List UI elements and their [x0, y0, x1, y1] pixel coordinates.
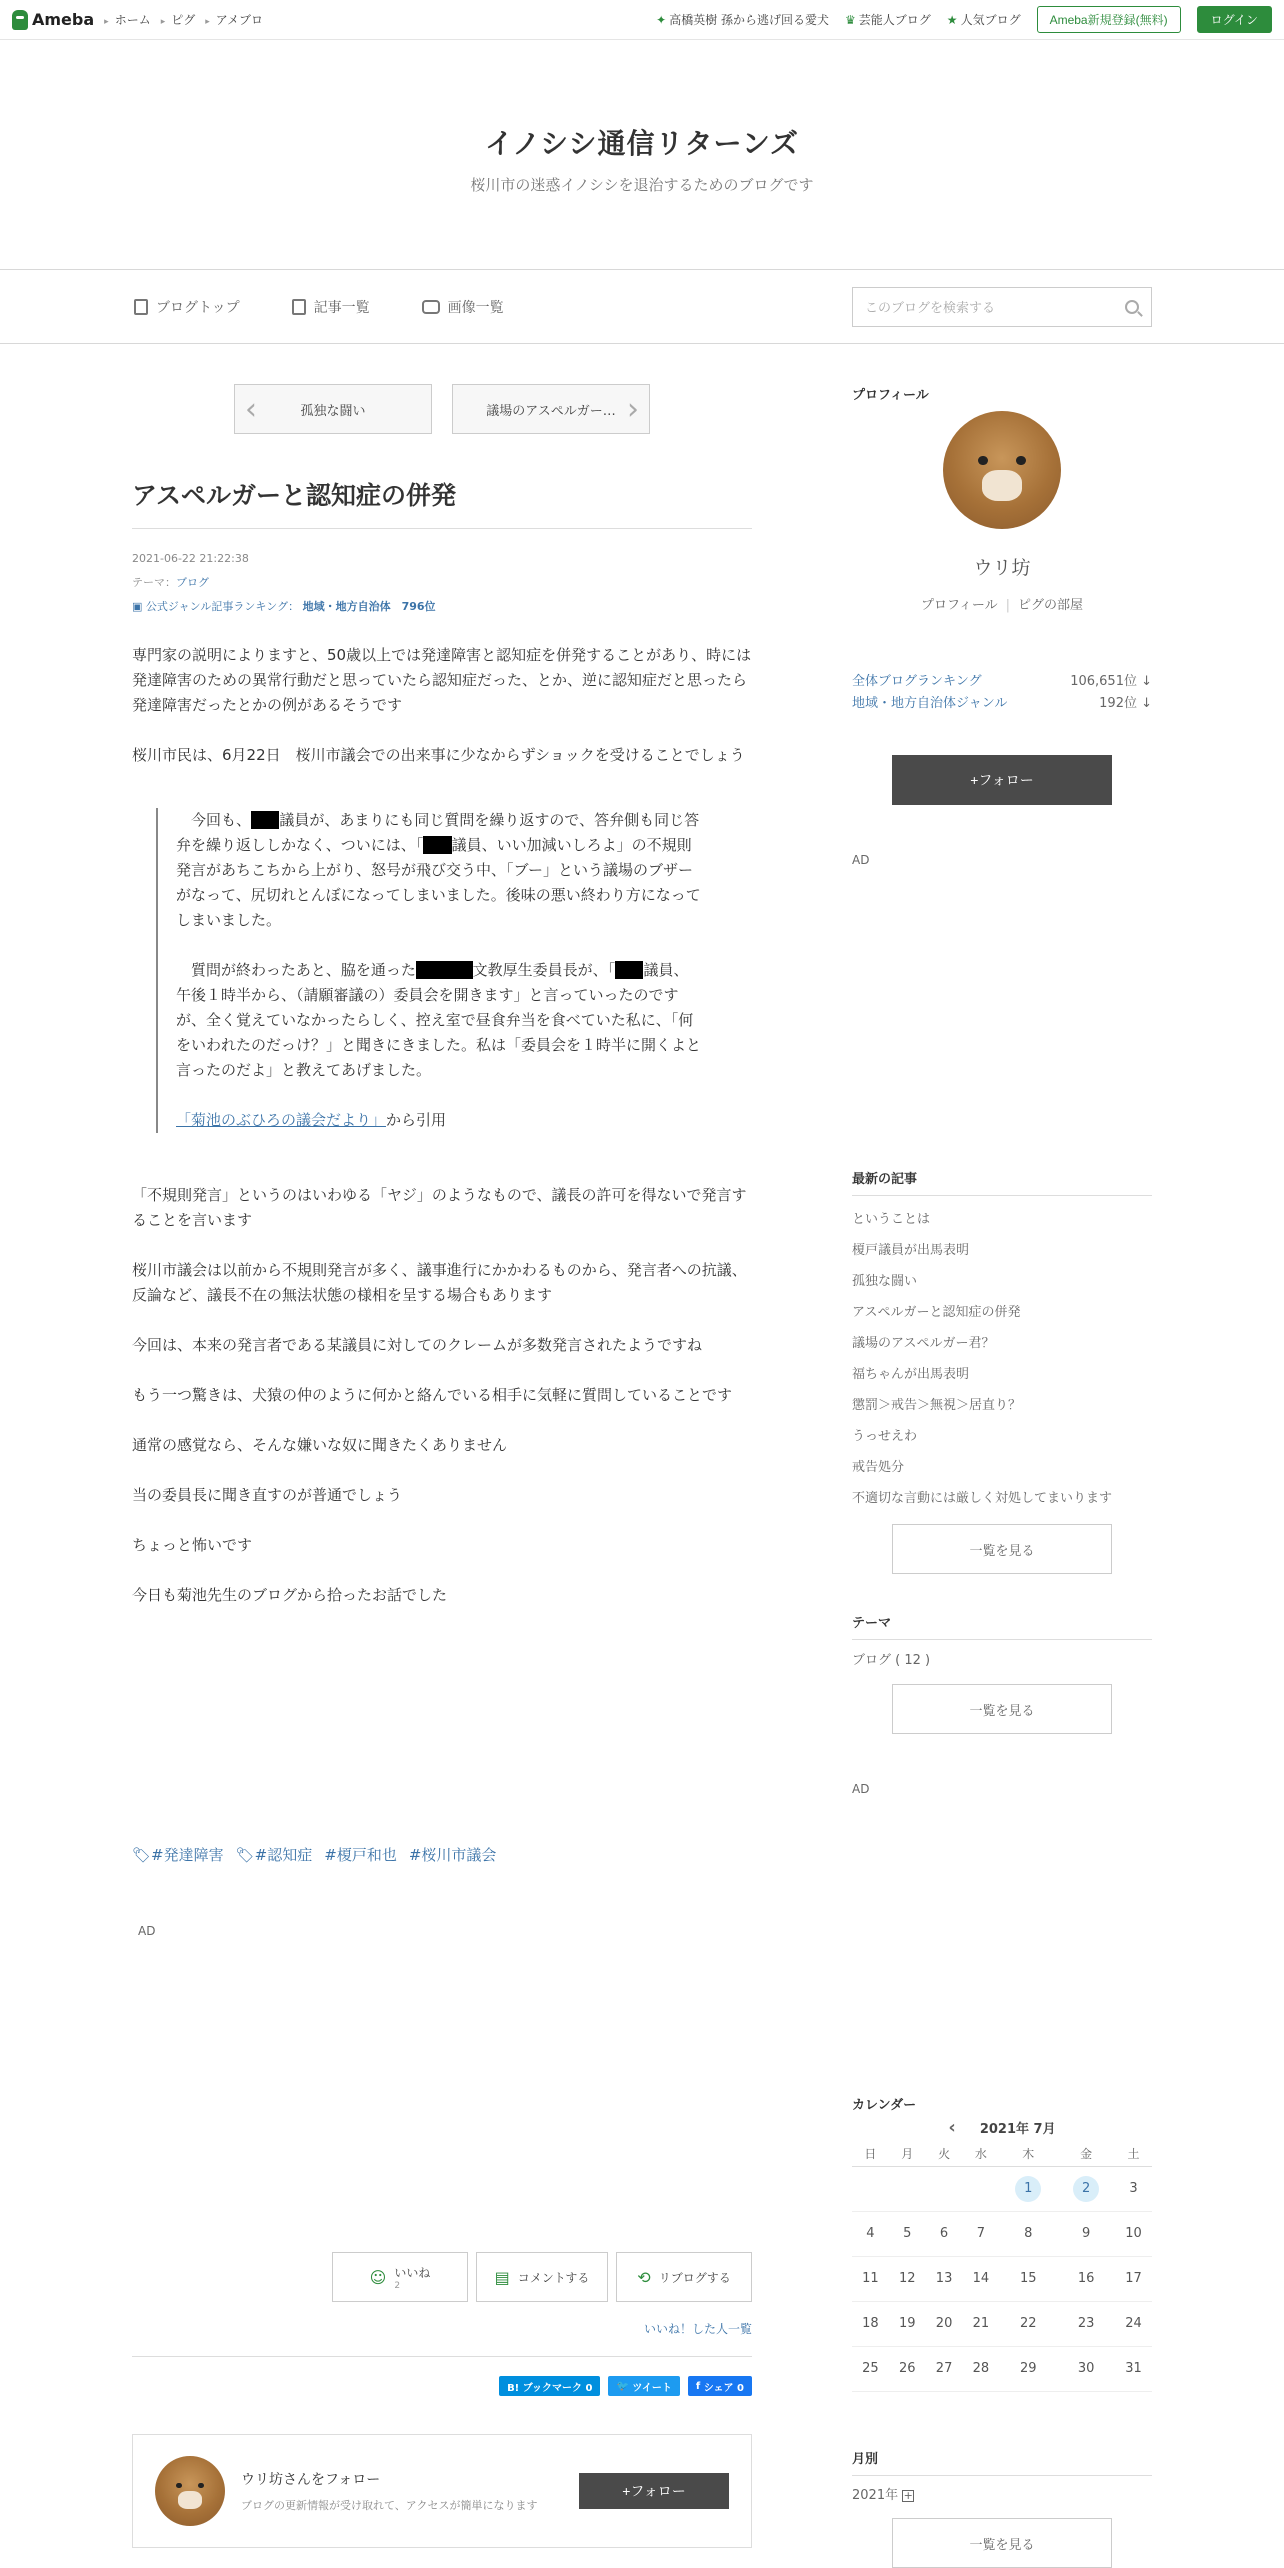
entry-pager [234, 384, 752, 434]
recent-entries [852, 1168, 1152, 1574]
calendar-day [852, 2166, 889, 2211]
blog-top-label: ブログトップ [156, 299, 240, 316]
paragraph: 通常の感覚なら、そんな嫌いな奴に聞きたくありません [132, 1436, 508, 1454]
ranking-icon: ▣ [132, 600, 146, 613]
recent-entry-link[interactable]: 戒告処分 [852, 1460, 905, 1475]
calendar-day: 13 [926, 2256, 963, 2301]
hatena-bookmark-button[interactable]: B! ブックマーク 0 [499, 2376, 600, 2396]
image-list-link[interactable] [422, 297, 504, 317]
celebrity-blog-link[interactable] [845, 11, 931, 28]
quote-text: 今回も、 [176, 811, 252, 829]
recent-list [852, 1204, 1152, 1514]
calendar-day: 18 [852, 2301, 889, 2346]
calendar-day [889, 2166, 926, 2211]
reblog-button[interactable] [616, 2252, 752, 2302]
global-nav [104, 11, 263, 28]
reblog-label: リブログする [658, 2270, 731, 2285]
hashtag-text: #発達障害 [151, 1846, 224, 1864]
comment-icon: ▤ [494, 2267, 510, 2287]
calendar-day: 6 [926, 2211, 963, 2256]
see-all-themes-button[interactable]: 一覧を見る [892, 1684, 1112, 1734]
twitter-icon: 🐦 [616, 2380, 633, 2392]
calendar-month: 2021年 7月 [979, 2122, 1056, 2137]
blog-ranking [852, 671, 1152, 715]
monthly-heading: 月別 [852, 2452, 879, 2467]
see-all-entries-button[interactable]: 一覧を見る [892, 1524, 1112, 1574]
calendar-day: 3 [1115, 2166, 1152, 2211]
divider [852, 1195, 1152, 1196]
calendar-weekday: 木 [999, 2142, 1057, 2166]
calendar-day[interactable] [1057, 2166, 1115, 2211]
calendar-prev-icon[interactable]: ‹ [948, 2117, 956, 2138]
quote-paragraph [176, 958, 702, 1083]
ad-label: AD [138, 1924, 156, 1938]
calendar-grid [852, 2142, 1152, 2392]
theme-section [852, 1612, 1152, 1734]
like-button[interactable] [332, 2252, 468, 2302]
like-label: いいね [394, 2265, 431, 2280]
ameba-logo-icon [12, 10, 28, 30]
copy-icon [292, 299, 306, 315]
calendar-day: 25 [852, 2346, 889, 2391]
calendar-day: 21 [962, 2301, 999, 2346]
recent-entry-link[interactable]: 懲罰＞戒告＞無視＞居直り？ [852, 1398, 1022, 1413]
nav-ameblo-link[interactable]: ▸ アメブロ [205, 11, 263, 28]
image-list-label: 画像一覧 [447, 299, 504, 316]
calendar-heading: カレンダー [852, 2098, 917, 2113]
entry-list-link[interactable] [292, 297, 370, 317]
overall-ranking-link[interactable]: 全体ブログランキング [852, 674, 982, 689]
document-icon [134, 299, 148, 315]
calendar-day: 24 [1115, 2301, 1152, 2346]
recent-entry-link[interactable]: 議場のアスペルガー君？ [852, 1336, 995, 1351]
calendar-day-link[interactable]: 1 [1015, 2176, 1041, 2202]
archive-year-toggle[interactable] [852, 2484, 1152, 2508]
calendar-day: 31 [1115, 2346, 1152, 2391]
overall-ranking-value: 106,651位 ↓ [1070, 674, 1152, 689]
ranking-label: 公式ジャンル記事ランキング： [145, 600, 300, 613]
calendar-day: 29 [999, 2346, 1057, 2391]
blog-title[interactable]: イノシシ通信リターンズ [484, 127, 800, 160]
star-icon: ★ [946, 13, 958, 27]
reaction-buttons [332, 2252, 752, 2302]
facebook-icon: f [695, 2380, 704, 2392]
tag-icon: 🏷 [132, 1846, 152, 1864]
popular-blog-text: 人気ブログ [960, 13, 1021, 27]
paragraph: 専門家の説明によりますと、50歳以上では発達障害と認知症を併発することがあり、時には発達障害のための異常行動だと思っていたら認知症だった、とか、逆に認知症だと思ったら発達障害だったとかの例があるそうです [132, 646, 752, 714]
tweet-label: ツイート [632, 2382, 672, 2394]
nav-pigg-link[interactable]: ▸ ピグ [161, 11, 196, 28]
calendar-day: 15 [999, 2256, 1057, 2301]
recent-entry-link[interactable]: アスペルガーと認知症の併発 [852, 1305, 1021, 1320]
ad-label: AD [852, 853, 870, 867]
hashtag-link[interactable] [236, 1844, 313, 1865]
calendar-day: 14 [962, 2256, 999, 2301]
search-placeholder: このブログを検索する [865, 301, 996, 316]
hashtag-list [132, 1844, 496, 1865]
comment-label: コメントする [517, 2270, 590, 2285]
paragraph: もう一つ驚きは、犬猿の仲のように何かと絡んでいる相手に気軽に質問していることです [132, 1386, 733, 1404]
entry-title[interactable]: アスペルガーと認知症の併発 [132, 476, 752, 529]
like-count: 2 [394, 2280, 401, 2291]
quote-source-link[interactable]: 「菊池のぶひろの議会だより」 [176, 1111, 387, 1129]
genre-ranking-link[interactable]: 地域・地方自治体ジャンル [852, 696, 1008, 711]
ad-label: AD [852, 1782, 870, 1796]
blog-search-input[interactable] [852, 287, 1152, 327]
calendar-day: 23 [1057, 2301, 1115, 2346]
pigg-room-link[interactable]: ピグの部屋 [1018, 598, 1084, 613]
recent-heading: 最新の記事 [852, 1172, 918, 1187]
star-icon: ✦ [656, 13, 667, 27]
redacted-name: ■■ [423, 836, 452, 854]
profile-heading: プロフィール [852, 388, 929, 403]
genre-ranking-value: 192位 ↓ [1099, 696, 1152, 711]
calendar-day: 4 [852, 2211, 889, 2256]
tag-icon: 🏷 [235, 1846, 255, 1864]
recent-entry-link[interactable]: 不適切な言動には厳しく対処してまいります [852, 1491, 1113, 1506]
entry-meta [132, 547, 752, 619]
calendar-day: 16 [1057, 2256, 1115, 2301]
quote-text: 文教厚生委員長が、「 [472, 961, 616, 979]
theme-label: テーマ： [132, 576, 176, 589]
calendar-day: 9 [1057, 2211, 1115, 2256]
divider [132, 2356, 752, 2357]
calendar-weekday: 水 [962, 2142, 999, 2166]
quote-paragraph [176, 808, 702, 933]
hashtag-text: #認知症 [254, 1846, 313, 1864]
recent-entry-link[interactable]: 榎戸議員が出馬表明 [852, 1243, 970, 1258]
sidebar [852, 384, 1152, 2553]
archive-year-label: 2021年 [852, 2488, 899, 2503]
paragraph: ちょっと怖いです [132, 1536, 253, 1554]
calendar-day: 11 [852, 2256, 889, 2301]
calendar-day-link[interactable]: 2 [1073, 2176, 1099, 2202]
search-icon[interactable] [1125, 300, 1139, 314]
blog-header [0, 40, 1284, 270]
entry-body [132, 643, 752, 1608]
logo-text: Ameba [32, 10, 95, 29]
follow-box [132, 2434, 752, 2548]
quote-source [176, 1108, 702, 1133]
hashtag-link[interactable]: #榎戸和也 [324, 1846, 397, 1864]
reblog-icon: ⟲ [637, 2267, 651, 2287]
calendar-day: 10 [1115, 2211, 1152, 2256]
blog-description: 桜川市の迷惑イノシシを退治するためのブログです [470, 176, 814, 194]
tweet-button[interactable] [608, 2376, 679, 2396]
paragraph: 今回は、本来の発言者である某議員に対してのクレームが多数発言されたようですね [132, 1336, 703, 1354]
recent-entry-link[interactable]: ということは [852, 1212, 931, 1227]
avatar[interactable] [155, 2456, 225, 2526]
follow-box-title: ウリ坊さんをフォロー [241, 2472, 381, 2488]
quote-source-tail: から引用 [386, 1111, 447, 1129]
redacted-name: ■■ [251, 811, 280, 829]
theme-item-link[interactable]: ブログ ( 12 ) [852, 1653, 931, 1668]
blog-top-link[interactable] [134, 297, 240, 317]
recent-entry-link[interactable]: うっせえわ [852, 1429, 918, 1444]
register-button[interactable]: Ameba新規登録(無料) [1037, 6, 1181, 33]
calendar-weekday: 土 [1115, 2142, 1152, 2166]
calendar-day: 20 [926, 2301, 963, 2346]
calendar-day: 22 [999, 2301, 1057, 2346]
entry-list-label: 記事一覧 [313, 299, 370, 316]
theme-heading: テーマ [852, 1616, 892, 1631]
calendar-day: 7 [962, 2211, 999, 2256]
paragraph: 「不規則発言」というのはいわゆる「ヤジ」のようなもので、議長の許可を得ないで発言することを言います [132, 1186, 747, 1229]
calendar-day: 12 [889, 2256, 926, 2301]
quote-text: 議員、午後１時半から、（請願審議の）委員会を開きます」と言っていったのですが、全く覚えていなかったらしく、控え室で昼食弁当を食べていた私に、「何をいわれたのだっけ？」と聞きにきました。私は「委員会を１時半に開くよと言ったのだよ」と教えてあげました。 [176, 961, 702, 1079]
quote-text: 議員が、あまりにも同じ質問を繰り返すので、答弁側も同じ答弁を繰り返ししかなく、ついには、「 [176, 811, 700, 854]
prev-entry-button[interactable]: ‹ 孤独な闘い [234, 384, 432, 434]
divider [852, 2475, 1152, 2476]
calendar-day[interactable] [999, 2166, 1057, 2211]
calendar-day [962, 2166, 999, 2211]
hashtag-link[interactable]: #桜川市議会 [408, 1846, 497, 1864]
entry-theme [132, 571, 752, 595]
ranking-link[interactable]: 地域・地方自治体 796位 [302, 600, 436, 613]
nav-home-link[interactable]: ▸ ホーム [104, 11, 151, 28]
calendar-day: 27 [926, 2346, 963, 2391]
calendar-day [926, 2166, 963, 2211]
featured-news-text: 高橋英樹 孫から逃げ回る愛犬 [669, 13, 830, 27]
calendar-day: 28 [962, 2346, 999, 2391]
calendar-day: 5 [889, 2211, 926, 2256]
celebrity-blog-text: 芸能人ブログ [858, 13, 931, 27]
next-entry-button[interactable]: 議場のアスペルガー… › [452, 384, 650, 434]
main-column [132, 384, 752, 2512]
blog-nav [0, 270, 1284, 344]
featured-news-link[interactable] [656, 11, 829, 28]
paragraph: 桜川市議会は以前から不規則発言が多く、議事進行にかかわるものから、発言者への抗議、反論など、議長不在の無法状態の様相を呈する場合もあります [132, 1261, 747, 1304]
calendar-day: 30 [1057, 2346, 1115, 2391]
ameba-logo[interactable] [12, 10, 94, 30]
recent-entry-link[interactable]: 福ちゃんが出馬表明 [852, 1367, 970, 1382]
redacted-name: ■■■■ [415, 961, 473, 979]
paragraph: 当の委員長に聞き直すのが普通でしょう [132, 1486, 403, 1504]
share-buttons [499, 2376, 752, 2396]
follow-box-subtitle: ブログの更新情報が受け取れて、アクセスが簡単になります [241, 2499, 538, 2512]
monthly-archive [852, 2448, 1152, 2568]
profile-card: ウリ坊 プロフィール | ピグの部屋 [852, 411, 1152, 613]
entry-ranking [132, 595, 752, 619]
entry-date: 2021-06-22 21:22:38 [132, 552, 249, 565]
profile-link[interactable]: プロフィール [920, 598, 998, 613]
quote-text: 議員、いい加減いしろよ」の不規則発言があちこちから上がり、怒号が飛び交う中、「ブー」という議場のブザーがなって、尻切れとんぼになってしまいました。後味の悪い終わり方になってしまいました。 [176, 836, 701, 929]
liked-users-link[interactable]: いいね！した人一覧 [643, 2322, 752, 2336]
calendar-weekday: 金 [1057, 2142, 1115, 2166]
follow-button[interactable]: +フォロー [579, 2473, 729, 2509]
hashtag-link[interactable] [132, 1844, 224, 1865]
comment-button[interactable] [476, 2252, 608, 2302]
calendar-weekday: 日 [852, 2142, 889, 2166]
camera-icon [422, 300, 440, 314]
smile-icon: ☺ [369, 2267, 387, 2287]
recent-entry-link[interactable]: 孤独な闘い [852, 1274, 918, 1289]
calendar [852, 2094, 1152, 2392]
calendar-day: 8 [999, 2211, 1057, 2256]
divider [852, 1639, 1152, 1640]
profile-name[interactable]: ウリ坊 [973, 557, 1031, 579]
calendar-day: 19 [889, 2301, 926, 2346]
global-header [0, 0, 1284, 40]
paragraph: 今日も菊池先生のブログから拾ったお話でした [132, 1586, 448, 1604]
facebook-share-button[interactable] [688, 2376, 752, 2396]
sidebar-follow-button[interactable]: +フォロー [892, 755, 1112, 805]
calendar-weekday: 火 [926, 2142, 963, 2166]
login-button[interactable]: ログイン [1197, 6, 1272, 33]
theme-link[interactable]: ブログ [176, 576, 209, 589]
facebook-share-label: シェア 0 [703, 2382, 744, 2394]
see-all-archive-button[interactable]: 一覧を見る [892, 2518, 1112, 2568]
expand-icon: + [903, 2489, 913, 2502]
popular-blog-link[interactable] [947, 11, 1021, 28]
profile-avatar[interactable] [943, 411, 1061, 529]
crown-icon: ♛ [845, 13, 856, 27]
redacted-name: ■■ [615, 961, 644, 979]
calendar-day: 26 [889, 2346, 926, 2391]
paragraph: 桜川市民は、6月22日 桜川市議会での出来事に少なからずショックを受けることでしょう [132, 746, 745, 764]
quote-block [156, 808, 702, 1133]
quote-text: 質問が終わったあと、脇を通った [176, 961, 416, 979]
calendar-day: 17 [1115, 2256, 1152, 2301]
calendar-weekday: 月 [889, 2142, 926, 2166]
